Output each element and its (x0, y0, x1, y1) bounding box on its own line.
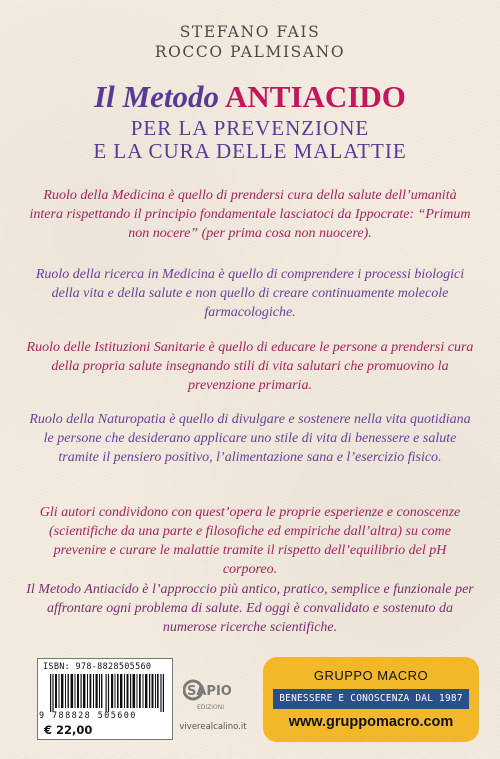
barcode-label (37, 658, 173, 740)
publisher-url: viverealcalino.it (179, 722, 247, 732)
author-name: ROCCO PALMISANO (154, 43, 346, 61)
svg-text:SAPIO: SAPIO (187, 684, 232, 699)
title-part-antiacido: ANTIACIDO (225, 79, 406, 114)
subtitle-line: PER LA PREVENZIONE (130, 116, 370, 140)
banner-tagline: BENESSERE E CONOSCENZA DAL 1987 (273, 689, 469, 709)
authors-block (0, 22, 500, 62)
banner-group-name: GRUPPO MACRO (313, 668, 429, 683)
book-title (0, 80, 500, 114)
paragraph-istituzioni: Ruolo delle Istituzioni Sanitarie è quello di educare le persone a prendersi cura della propria salute insegnando stili di vita salutari che promuovino la prevenzione primaria. (26, 340, 474, 393)
barcode-graphic (50, 674, 164, 712)
gruppo-macro-banner (263, 657, 479, 742)
banner-website: www.gruppomacro.com (288, 714, 454, 730)
price-label: € 22,00 (44, 723, 93, 737)
paragraph-autori: Gli autori condividono con quest’opera le proprie esperienze e conoscenze (scientifiche da una parte e filosofiche ed empiriche dall’altra) su come prevenire e curare le malattie tramite il rispetto dell’equilibrio del pH corporeo. (39, 505, 461, 577)
paragraph-ricerca: Ruolo della ricerca in Medicina è quello di comprendere i processi biologici della vita e della salute e non quello di creare continuamente molecole farmacologiche. (35, 267, 465, 320)
sapio-logo-icon (183, 676, 235, 716)
svg-text:EDIZIONI: EDIZIONI (197, 704, 225, 711)
title-part-metodo: Il Metodo (94, 79, 219, 114)
book-subtitle (0, 117, 500, 163)
subtitle-line: E LA CURA DELLE MALATTIE (93, 139, 407, 163)
paragraph-medicina: Ruolo della Medicina è quello di prendersi cura della salute dell’umanità intera rispettando il principio fondamentale lasciatoci da Ippocrate: “Primum non nocere” (per prima cosa non nuocere). (29, 188, 471, 241)
barcode-digits: 9 788828 505600 (39, 711, 137, 721)
isbn-text: ISBN: 978-8828505560 (43, 662, 152, 672)
paragraph-metodo: Il Metodo Antiacido è l’approccio più antico, pratico, semplice e funzionale per affrontare ogni problema di salute. Ed oggi è convalidato e sostenuto da numerose ricerche scientifiche. (26, 582, 474, 635)
author-name: STEFANO FAIS (179, 23, 321, 41)
paragraph-naturopatia: Ruolo della Naturopatia è quello di divulgare e sostenere nella vita quotidiana le persone che desiderano applicare uno stile di vita di benessere e salute tramite il pensiero positivo, l’alimentazione sana e l’esercizio fisico. (29, 412, 471, 465)
